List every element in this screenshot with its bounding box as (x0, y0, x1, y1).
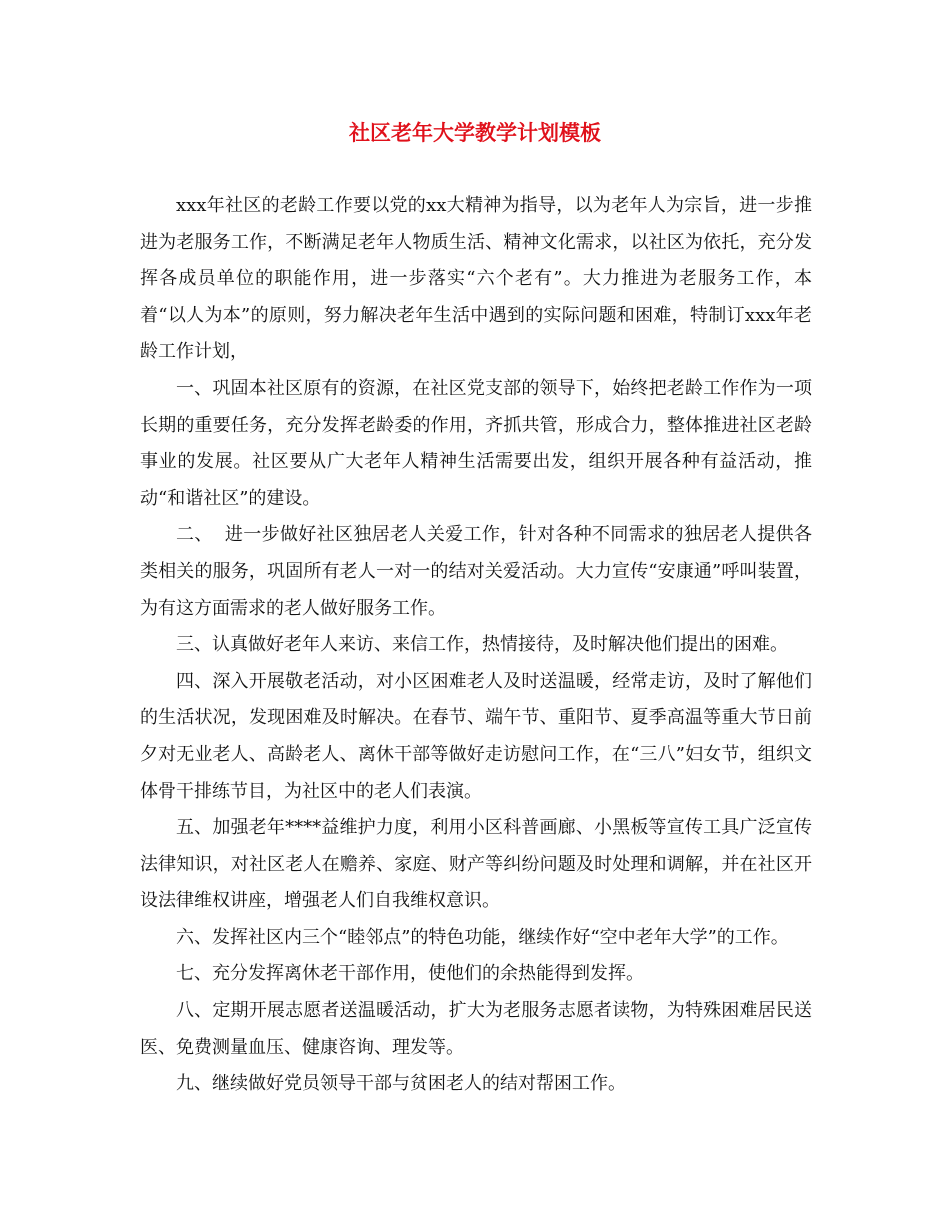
paragraph-item-4: 四、深入开展敬老活动，对小区困难老人及时送温暖，经常走访，及时了解他们的生活状况，发现困难及时解决。在春节、端午节、重阳节、夏季高温等重大节日前夕对无业老人、高龄老人、离休干部等做好走访慰问工作，在“三八”妇女节，组织文体骨干排练节目，为社区中的老人们表演。 (140, 670, 812, 802)
paragraph-intro: xxx年社区的老龄工作要以党的xx大精神为指导，以为老年人为宗旨，进一步推进为老服务工作，不断满足老年人物质生活、精神文化需求，以社区为依托，充分发挥各成员单位的职能作用，进一步落实“六个老有”。大力推进为老服务工作，本着“以人为本”的原则，努力解决老年生活中遇到的实际问题和困难，特制订xxx年老龄工作计划， (140, 195, 812, 363)
paragraph-item-7: 七、充分发挥离休老干部作用，使他们的余热能得到发挥。 (176, 963, 644, 985)
paragraph-item-1: 一、巩固本社区原有的资源，在社区党支部的领导下，始终把老龄工作作为一项长期的重要任务，充分发挥老龄委的作用，齐抓共管，形成合力，整体推进社区老龄事业的发展。社区要从广大老年人精神生活需要出发，组织开展各种有益活动，推动“和谐社区”的建设。 (140, 377, 812, 509)
paragraph-item-8: 八、定期开展志愿者送温暖活动，扩大为老服务志愿者读物，为特殊困难居民送医、免费测量血压、健康咨询、理发等。 (140, 1000, 812, 1058)
document-body (140, 188, 812, 1103)
paragraph-item-9: 九、继续做好党员领导干部与贫困老人的结对帮困工作。 (176, 1073, 626, 1095)
document-title: 社区老年大学教学计划模板 (349, 120, 601, 145)
paragraph-item-3: 三、认真做好老年人来访、来信工作，热情接待，及时解决他们提出的困难。 (176, 634, 788, 656)
paragraph-item-2: 二、 进一步做好社区独居老人关爱工作，针对各种不同需求的独居老人提供各类相关的服务，巩固所有老人一对一的结对关爱活动。大力宣传“安康通”呼叫装置，为有这方面需求的老人做好服务工作。 (140, 524, 812, 619)
paragraph-item-6: 六、发挥社区内三个“睦邻点”的特色功能，继续作好“空中老年大学”的工作。 (176, 926, 789, 948)
paragraph-item-5: 五、加强老年****益维护力度，利用小区科普画廊、小黑板等宣传工具广泛宣传法律知识，对社区老人在赡养、家庭、财产等纠纷问题及时处理和调解，并在社区开设法律维权讲座，增强老人们自我维权意识。 (140, 817, 812, 912)
